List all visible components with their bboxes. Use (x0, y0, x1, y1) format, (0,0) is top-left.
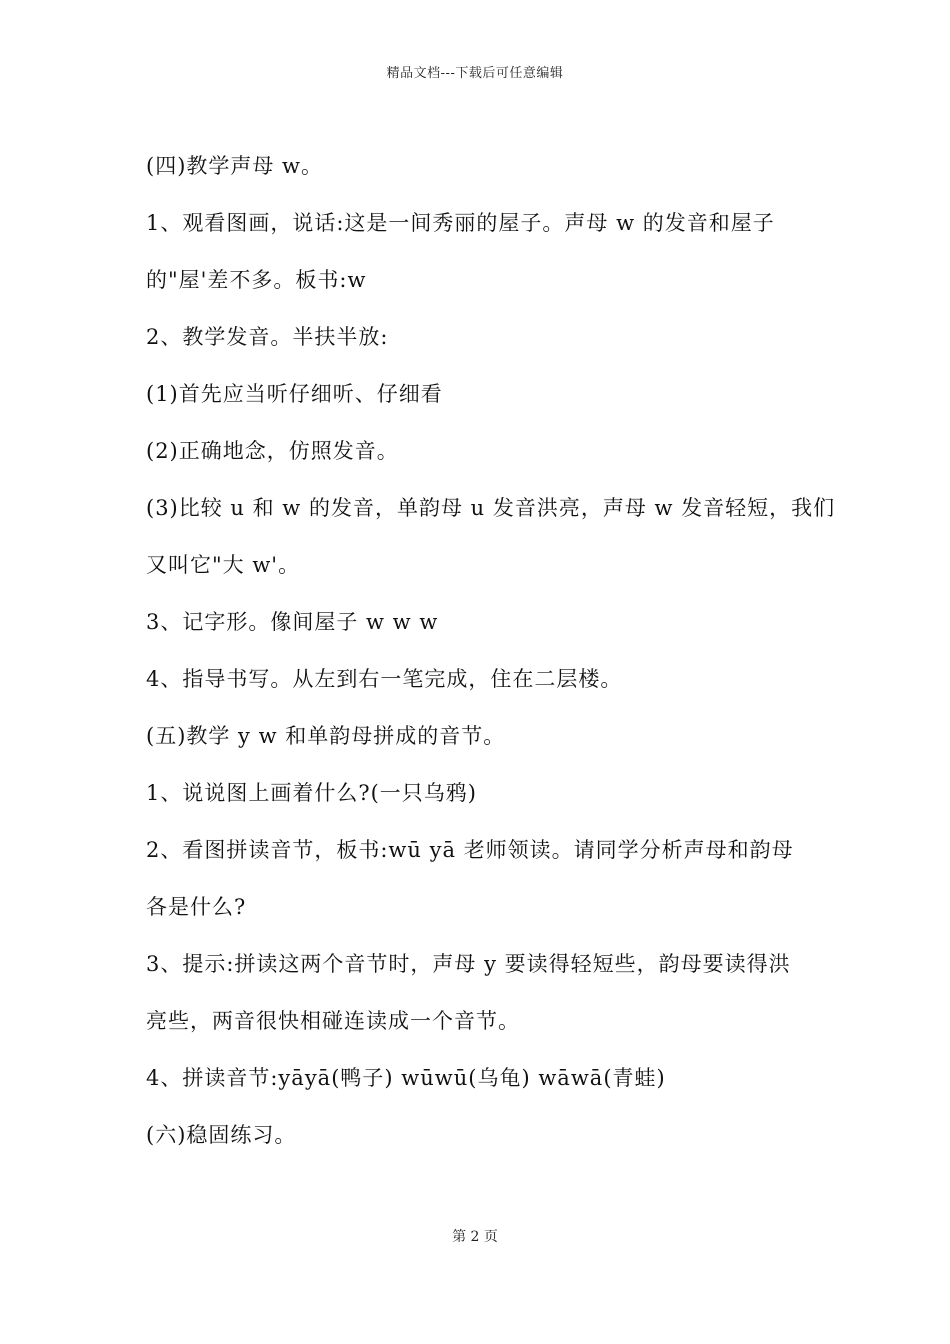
paragraph-line: 2、看图拼读音节，板书:wū yā 老师领读。请同学分析声母和韵母 (146, 838, 794, 862)
paragraph-line: (四)教学声母 w。 (146, 154, 324, 178)
paragraph-line: 又叫它"大 w'。 (146, 553, 301, 577)
paragraph-line: 3、提示:拼读这两个音节时，声母 y 要读得轻短些，韵母要读得洪 (146, 952, 791, 976)
paragraph-line: 1、说说图上画着什么?(一只乌鸦) (146, 781, 478, 805)
paragraph-line: 4、指导书写。从左到右一笔完成，住在二层楼。 (146, 667, 623, 691)
paragraph-line: 4、拼读音节:yāyā(鸭子) wūwū(乌龟) wāwā(青蛙) (146, 1066, 666, 1090)
paragraph-line: (2)正确地念，仿照发音。 (146, 439, 399, 463)
document-body (146, 138, 836, 1164)
paragraph-line: (1)首先应当听仔细听、仔细看 (146, 382, 443, 406)
paragraph-line: 2、教学发音。半扶半放: (146, 325, 389, 349)
paragraph-line: 各是什么? (146, 895, 247, 919)
paragraph-line: 1、观看图画，说话:这是一间秀丽的屋子。声母 w 的发音和屋子 (146, 211, 775, 235)
paragraph-line: (五)教学 y w 和单韵母拼成的音节。 (146, 724, 506, 748)
paragraph-line: 3、记字形。像间屋子 w w w (146, 610, 439, 634)
page-number: 第 2 页 (452, 1229, 498, 1245)
paragraph-line: 亮些，两音很快相碰连读成一个音节。 (146, 1009, 520, 1033)
paragraph-line: 的"屋'差不多。板书:w (146, 268, 367, 292)
page-header: 精品文档---下载后可任意编辑 (386, 66, 564, 81)
paragraph-line: (3)比较 u 和 w 的发音，单韵母 u 发音洪亮，声母 w 发音轻短，我们 (146, 496, 836, 520)
paragraph-line: (六)稳固练习。 (146, 1123, 297, 1147)
